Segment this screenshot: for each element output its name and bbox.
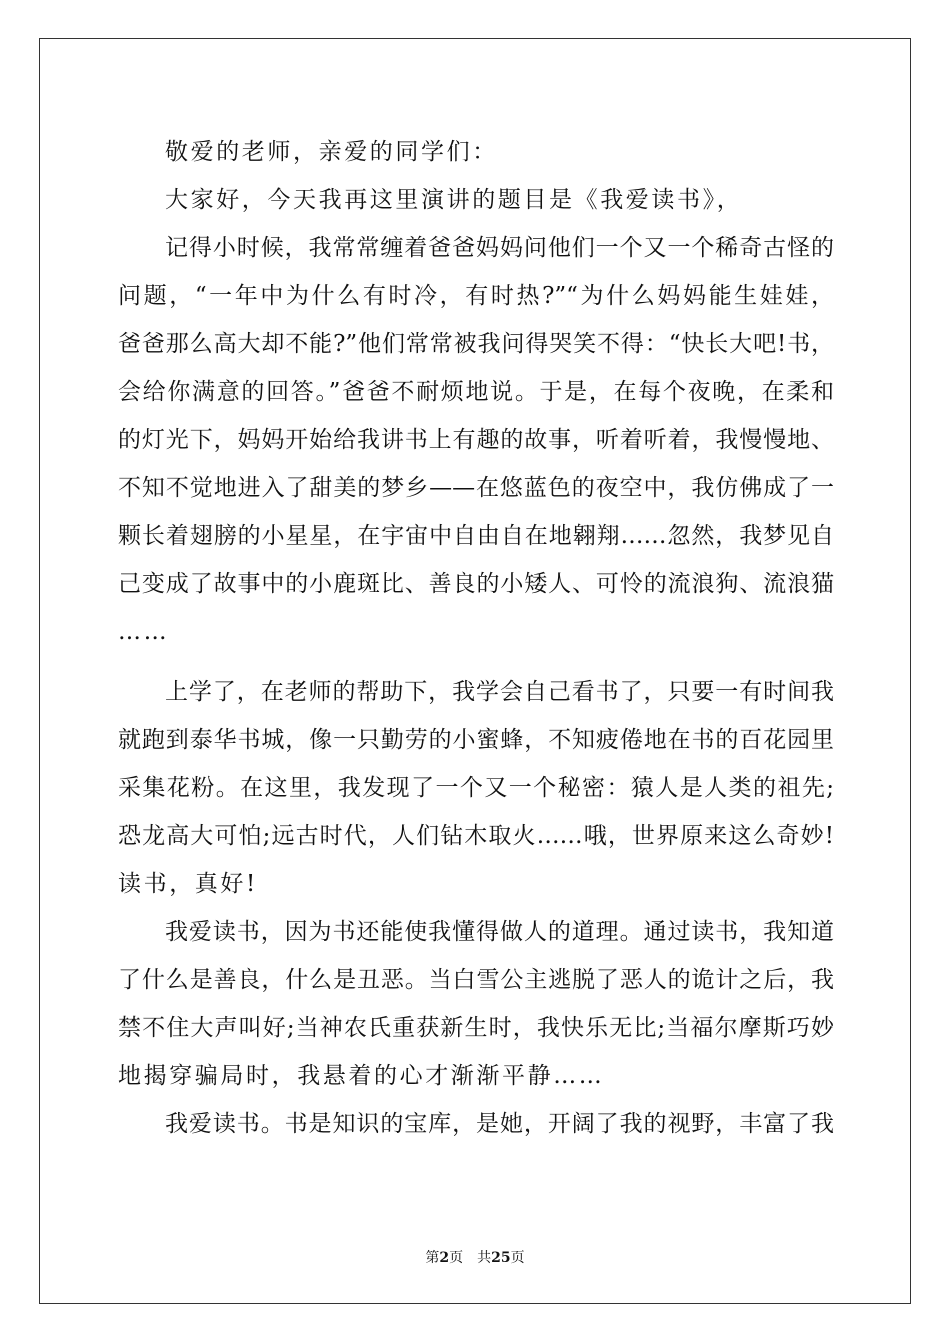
greeting-line: 大家好，今天我再这里演讲的题目是《我爱读书》， — [165, 187, 743, 213]
paragraph-1-line: 爸爸那么高大却不能?”他们常常被我问得哭笑不得：“快长大吧!书， — [118, 331, 834, 357]
paragraph-1-line: 不知不觉地进入了甜美的梦乡——在悠蓝色的夜空中，我仿佛成了一 — [118, 475, 834, 501]
paragraph-2-line: 采集花粉。在这里，我发现了一个又一个秘密：猿人是人类的祖先; — [118, 775, 834, 801]
paragraph-1-line: 己变成了故事中的小鹿斑比、善良的小矮人、可怜的流浪狗、流浪猫 — [118, 571, 834, 597]
total-prefix: 共 — [477, 1250, 492, 1266]
page-prefix: 第 — [425, 1250, 440, 1266]
paragraph-3-line: 了什么是善良，什么是丑恶。当白雪公主逃脱了恶人的诡计之后，我 — [118, 967, 834, 993]
document-body — [118, 128, 834, 1148]
paragraph-3-line: 地揭穿骗局时，我悬着的心才渐渐平静…… — [118, 1063, 605, 1089]
salutation-line: 敬爱的老师，亲爱的同学们： — [165, 139, 498, 165]
page-number: 2 — [439, 1250, 450, 1266]
page-suffix: 页 — [449, 1250, 464, 1266]
paragraph-3-line: 我爱读书，因为书还能使我懂得做人的道理。通过读书，我知道 — [165, 919, 834, 945]
paragraph-2-line: 读书，真好! — [118, 871, 258, 897]
paragraph-2-line: 就跑到泰华书城，像一只勤劳的小蜜蜂，不知疲倦地在书的百花园里 — [118, 727, 834, 753]
paragraph-4-line: 我爱读书。书是知识的宝库，是她，开阔了我的视野，丰富了我 — [165, 1111, 834, 1137]
total-suffix: 页 — [510, 1250, 525, 1266]
paragraph-1-line: 颗长着翅膀的小星星，在宇宙中自由自在地翱翔……忽然，我梦见自 — [118, 523, 834, 549]
paragraph-2-line: 上学了，在老师的帮助下，我学会自己看书了，只要一有时间我 — [165, 679, 834, 705]
total-pages: 25 — [491, 1250, 511, 1266]
paragraph-1-line: 问题，“一年中为什么有时冷，有时热?”“为什么妈妈能生娃娃， — [118, 283, 834, 309]
paragraph-2-line: 恐龙高大可怕;远古时代，人们钻木取火……哦，世界原来这么奇妙! — [118, 823, 834, 849]
page-footer — [0, 1247, 950, 1267]
paragraph-1-line: 的灯光下，妈妈开始给我讲书上有趣的故事，听着听着，我慢慢地、 — [118, 427, 834, 453]
paragraph-1-line: …… — [118, 619, 170, 645]
paragraph-1-line: 会给你满意的回答。”爸爸不耐烦地说。于是，在每个夜晚，在柔和 — [118, 379, 834, 405]
paragraph-1-line: 记得小时候，我常常缠着爸爸妈妈问他们一个又一个稀奇古怪的 — [165, 235, 834, 261]
paragraph-3-line: 禁不住大声叫好;当神农氏重获新生时，我快乐无比;当福尔摩斯巧妙 — [118, 1015, 834, 1041]
